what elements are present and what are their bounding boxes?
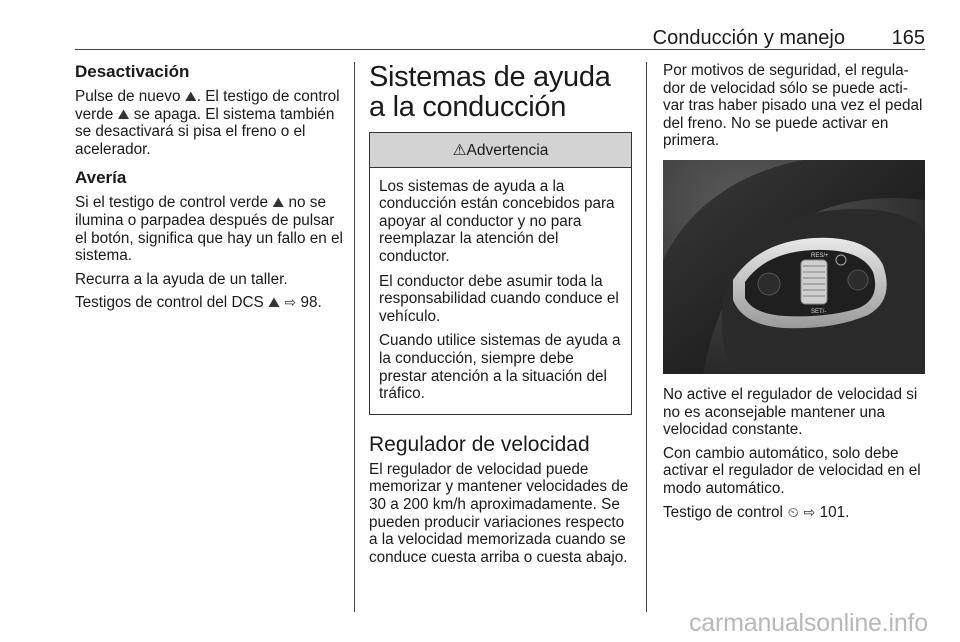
deactivation-heading: Desactivación <box>75 62 190 81</box>
section-title: Conducción y manejo <box>652 27 845 49</box>
reference-arrow-icon: ⇨ <box>284 294 297 311</box>
set-label: SET/- <box>811 308 827 315</box>
automatic-paragraph: Con cambio automático, solo debe activar el regulador de velocidad en el modo automático. <box>663 444 921 497</box>
warning-header: ⚠Advertencia <box>370 133 631 168</box>
dcs-icon: ⛰ <box>268 294 280 311</box>
dcs-icon: ⛰ <box>117 105 130 122</box>
warning-body <box>370 168 631 414</box>
deactivation-paragraph: Pulse de nuevo ⛰. El testigo de control verde ⛰ se apaga. El sistema también se desactivará si pisa el freno o el acelerador. <box>75 88 340 158</box>
res-label: RES/+ <box>811 252 829 259</box>
chapter-title: Sistemas de ayuda a la conducción <box>369 61 611 123</box>
warning-triangle-icon: ⚠ <box>452 142 467 159</box>
header-rule <box>75 49 925 50</box>
cruise-control-paragraph: El regulador de velocidad puede memorizar y mantener velocidades de 30 a 200 km/h aproximadamente. Se pueden producir variaciones respecto a la velocidad memorizada cuando se conduce cuesta arriba o cuesta abajo. <box>369 460 629 566</box>
fault-heading: Avería <box>75 168 127 188</box>
advice-paragraph: No active el regulador de velocidad si no es aconsejable mantener una velocidad constante. <box>663 385 918 439</box>
warning-paragraph: El conductor debe asumir toda la responsabilidad cuando conduce el vehículo. <box>379 272 619 325</box>
warning-paragraph: Los sistemas de ayuda a la conducción están concebidos para apoyar al conductor y no para reemplazar la atención del conductor. <box>379 177 615 265</box>
warning-box <box>369 132 632 415</box>
cruise-off-button <box>758 273 780 295</box>
limiter-button <box>848 270 868 290</box>
watermark: carmanualsonline.info <box>688 609 928 637</box>
column-right <box>663 62 928 527</box>
fault-paragraph: Si el testigo de control verde ⛰ no se ilumina o parpadea después de pulsar el botón, significa que hay un fallo en el sistema. <box>75 194 343 265</box>
page-number: 165 <box>891 27 925 49</box>
reference-arrow-icon: ⇨ <box>803 503 816 520</box>
warning-paragraph: Cuando utilice sistemas de ayuda a la conducción, siempre debe prestar atención a la situación del tráfico. <box>379 332 621 403</box>
workshop-paragraph: Recurra a la ayuda de un taller. <box>75 270 288 288</box>
cruise-control-icon: ⏲ <box>787 503 799 520</box>
steering-wheel-photo <box>663 160 925 374</box>
cruise-reference: Testigo de control ⏲ ⇨ 101. <box>663 503 850 521</box>
page-header <box>75 0 925 51</box>
dcs-reference: Testigos de control del DCS ⛰ ⇨ 98. <box>75 294 322 312</box>
dcs-icon: ⛰ <box>272 194 285 211</box>
column-left <box>75 62 343 318</box>
column-divider <box>646 62 647 612</box>
dcs-icon: ⛰ <box>184 88 197 104</box>
steering-wheel-illustration <box>663 160 925 374</box>
column-middle <box>369 62 632 572</box>
column-divider <box>354 62 355 612</box>
cruise-control-heading: Regulador de velocidad <box>369 432 590 456</box>
safety-paragraph: Por motivos de seguridad, el regula-dor de velocidad sólo se puede acti-var tras haber pisado una vez el pedal del freno. No se puede activar en primera. <box>663 62 923 150</box>
